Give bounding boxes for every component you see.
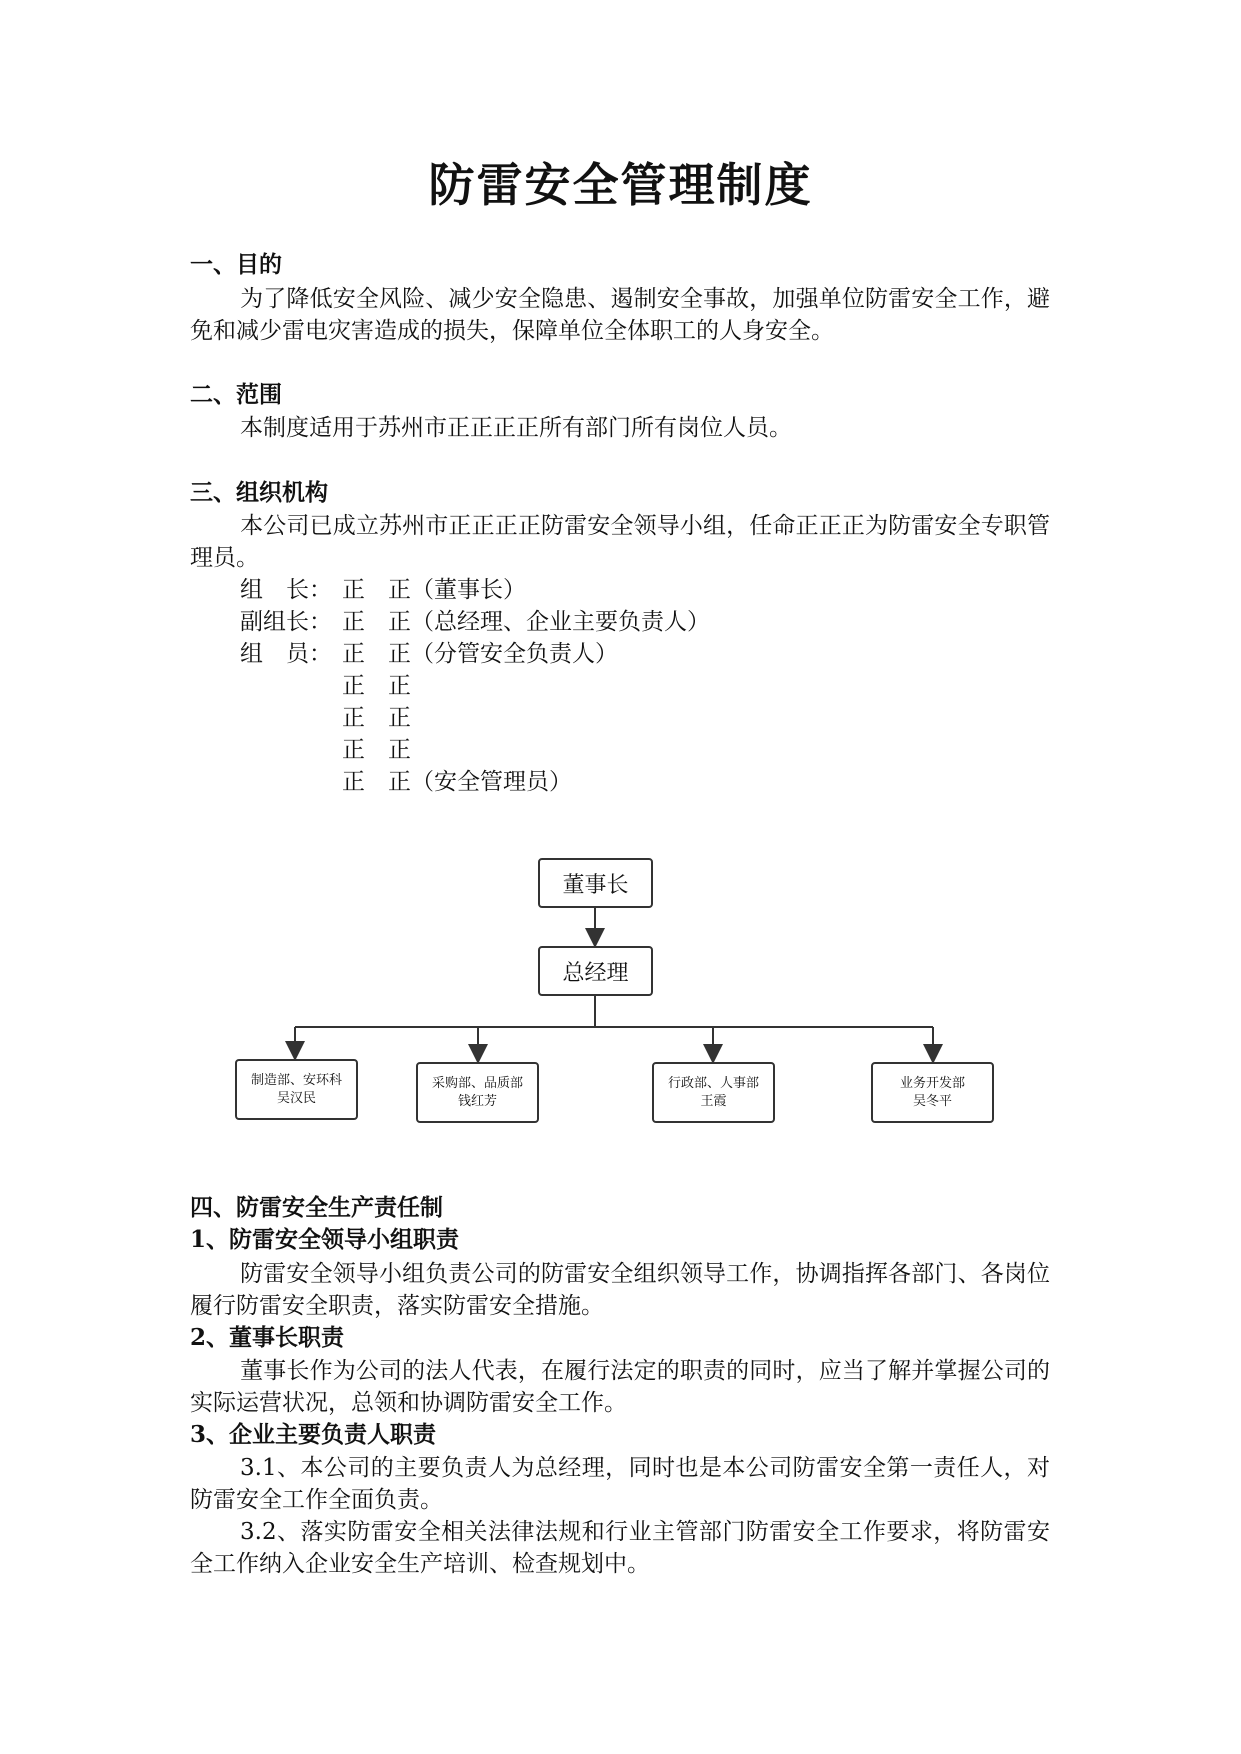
purpose-text: 为了降低安全风险、减少安全隐患、遏制安全事故，加强单位防雷安全工作，避免和减少雷电灾害造成的损失，保障单位全体职工的人身安全。 [190, 286, 1050, 344]
subheading-chairman: 2、董事长职责 [190, 1324, 345, 1351]
paragraph-principal-2 [190, 1516, 1050, 1580]
org-node-department [871, 1062, 994, 1123]
department-person: 吴冬平 [912, 1093, 952, 1109]
section-heading-responsibility: 四、防雷安全生产责任制 [190, 1194, 443, 1221]
org-node-chairman [538, 858, 653, 908]
subheading-principal: 3、企业主要负责人职责 [190, 1421, 437, 1448]
department-name: 业务开发部 [899, 1075, 965, 1091]
org-node-general-manager [538, 946, 653, 996]
section-heading-purpose: 一、目的 [190, 251, 282, 278]
document-title: 防雷安全管理制度 [428, 158, 813, 212]
org-node-department [652, 1062, 775, 1123]
org-node-department [235, 1059, 358, 1120]
chairman-text: 董事长作为公司的法人代表，在履行法定的职责的同时，应当了解并掌握公司的实际运营状况，总领和协调防雷安全工作。 [190, 1358, 1050, 1416]
member-role: 组 员： [240, 641, 332, 667]
paragraph-chairman [190, 1355, 1050, 1419]
department-name: 采购部、品质部 [431, 1075, 523, 1091]
paragraph-leadership-group [190, 1258, 1050, 1322]
org-node-label: 董事长 [562, 872, 629, 898]
member-name: 正 正（董事长） [342, 577, 526, 603]
principal-text-2: 3.2、落实防雷安全相关法律法规和行业主管部门防雷安全工作要求，将防雷安全工作纳入企业安全生产培训、检查规划中。 [190, 1519, 1050, 1577]
org-node-department [416, 1062, 539, 1123]
member-name: 正 正（安全管理员） [342, 769, 572, 795]
member-role: 组 长： [240, 577, 332, 603]
member-name: 正 正 [342, 737, 411, 763]
department-name: 行政部、人事部 [667, 1075, 759, 1091]
principal-text-1: 3.1、本公司的主要负责人为总经理，同时也是本公司防雷安全第一责任人，对防雷安全工作全面负责。 [190, 1455, 1050, 1513]
member-name: 正 正 [342, 673, 411, 699]
member-name: 正 正（分管安全负责人） [342, 641, 618, 667]
leadership-group-text: 防雷安全领导小组负责公司的防雷安全组织领导工作，协调指挥各部门、各岗位履行防雷安全职责，落实防雷安全措施。 [190, 1261, 1050, 1319]
scope-text: 本制度适用于苏州市正正正正所有部门所有岗位人员。 [240, 415, 792, 441]
organization-text: 本公司已成立苏州市正正正正防雷安全领导小组，任命正正正为防雷安全专职管理员。 [190, 513, 1050, 571]
department-person: 王霞 [700, 1093, 727, 1109]
org-node-label: 总经理 [562, 960, 629, 986]
section-heading-organization: 三、组织机构 [190, 479, 328, 506]
department-person: 钱红芳 [457, 1093, 497, 1109]
department-name: 制造部、安环科 [250, 1072, 342, 1088]
department-person: 吴汉民 [276, 1090, 316, 1106]
subheading-leadership-group: 1、防雷安全领导小组职责 [190, 1226, 460, 1253]
member-role: 副组长： [240, 609, 332, 635]
member-name: 正 正（总经理、企业主要负责人） [342, 609, 710, 635]
section-heading-scope: 二、范围 [190, 381, 282, 408]
paragraph-principal-1 [190, 1452, 1050, 1516]
member-name: 正 正 [342, 705, 411, 731]
